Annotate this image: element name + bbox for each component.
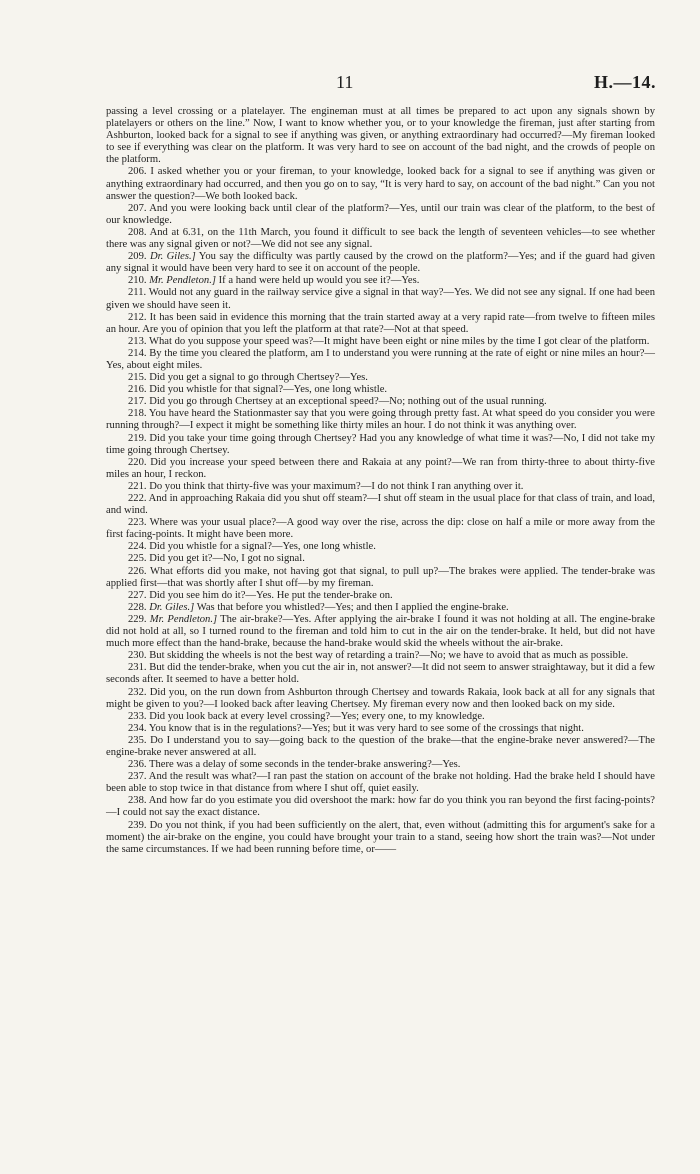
page-number: 11 (336, 72, 354, 92)
question-number: 230. (128, 650, 147, 662)
testimony-paragraph (106, 251, 655, 275)
question-number: 215. (128, 372, 147, 384)
question-number: 210. (128, 275, 147, 287)
question-number: 233. (128, 710, 147, 722)
paragraph-text: Do you not think, if you had been sufficiently on the alert, that, even without (admitting this for argument's sake for a moment) the air-brake on the engine, you could have brought your train to a stand, seeing how short the train was?—Not under the same circumstances. If we had been running before time, or—— (106, 819, 655, 855)
speaker-label: Mr. Pendleton.] (149, 613, 218, 625)
testimony-paragraph (106, 820, 655, 856)
testimony-paragraph (106, 481, 655, 493)
paragraph-text: There was a delay of some seconds in the tender-brake answering?—Yes. (149, 759, 461, 771)
paragraph-text: And in approaching Rakaia did you shut off steam?—I shut off steam in the usual place for that class of train, and load, and wind. (106, 493, 655, 517)
testimony-paragraph (106, 590, 655, 602)
testimony-paragraph (106, 372, 655, 384)
question-number: 207. (128, 202, 147, 214)
paragraph-text: passing a level crossing or a platelayer. The engineman must at all times be prepared to act upon any signals shown by platelayers or others on the line.” Now, I want to know whether you, or to your knowledge the fireman, just after starting from Ashburton, looked back for a signal to see if anything was given, or anything extraordinary had occurred?—My fireman looked to see if everything was clear on the platform. It was very hard to see on account of the bad night, and the crowds of people on the platform. (106, 106, 655, 166)
paragraph-text: Did you look back at every level crossing?—Yes; every one, to my knowledge. (149, 710, 485, 722)
testimony-paragraph (106, 795, 655, 819)
speaker-label: Dr. Giles.] (149, 251, 196, 263)
question-number: 216. (128, 384, 147, 396)
paragraph-text: If a hand were held up would you see it?—Yes. (218, 275, 420, 287)
question-number: 234. (128, 722, 147, 734)
question-number: 227. (128, 589, 147, 601)
paragraph-text: Did you whistle for a signal?—Yes, one long whistle. (149, 541, 376, 553)
paragraph-text: Where was your usual place?—A good way over the rise, across the dip: close on half a mile or more away from the first facing-points. It might have been more. (106, 517, 655, 541)
question-number: 235. (128, 734, 147, 746)
speaker-label: Dr. Giles.] (149, 601, 195, 613)
paragraph-text: The air-brake?—Yes. After applying the air-brake I found it was not holding at all. The engine-brake did not hold at all, so I turned round to the fireman and told him to cut in the air on the tender-brake. It held, but did not have much more effect than the hand-brake, because the hand-brake would skid the wheels without the air-brake. (106, 613, 655, 650)
testimony-paragraph (106, 566, 655, 590)
testimony-paragraph (106, 275, 655, 287)
paragraph-text: And the result was what?—I ran past the station on account of the brake not holding. Had the brake held I should have been able to stop twice in that distance from where I shut off, quiet easily. (106, 771, 655, 795)
testimony-paragraph (106, 662, 655, 686)
testimony-paragraph (106, 517, 655, 541)
testimony-paragraph (106, 553, 655, 565)
testimony-paragraph (106, 336, 655, 348)
paragraph-text: Do you think that thirty-five was your maximum?—I do not think I ran anything over it. (149, 480, 524, 492)
question-number: 213. (128, 335, 147, 347)
question-number: 231. (128, 662, 147, 674)
paragraph-text: Did you, on the run down from Ashburton through Chertsey and towards Rakaia, look back at all for any signals that might be given to you?—I looked back after leaving Chertsey. My fireman every now and then looked back on my side. (106, 686, 655, 710)
question-number: 219. (128, 432, 147, 444)
question-number: 221. (128, 480, 147, 492)
question-number: 224. (128, 541, 147, 553)
testimony-paragraph (106, 433, 655, 457)
question-number: 239. (128, 819, 147, 831)
testimony-paragraph (106, 166, 655, 202)
paragraph-text: Did you increase your speed between there and Rakaia at any point?—We ran from thirty-three to about thirty-five miles an hour, I reckon. (106, 456, 655, 480)
testimony-paragraph (106, 396, 655, 408)
question-number: 228. (128, 601, 147, 613)
testimony-paragraph (106, 759, 655, 771)
testimony-paragraph (106, 711, 655, 723)
testimony-paragraph (106, 614, 655, 650)
testimony-paragraph (106, 723, 655, 735)
paragraph-text: Did you go through Chertsey at an exceptional speed?—No; nothing out of the usual running. (149, 396, 547, 408)
paragraph-text: But did the tender-brake, when you cut the air in, not answer?—It did not seem to answer straightaway, but it did a few seconds after. It seemed to have a better hold. (106, 662, 656, 686)
paragraph-text: Did you see him do it?—Yes. He put the tender-brake on. (149, 589, 393, 601)
question-number: 206. (128, 166, 147, 178)
paragraph-text: But skidding the wheels is not the best way of retarding a train?—No; we have to avoid that as much as possible. (149, 650, 629, 662)
paragraph-text: And you were looking back until clear of the platform?—Yes, until our train was clear of the platform, to the best of our knowledge. (106, 202, 655, 226)
question-number: 211. (128, 287, 147, 299)
testimony-body (106, 106, 655, 856)
question-number: 220. (128, 456, 147, 468)
question-number: 223. (128, 517, 147, 529)
testimony-paragraph (106, 493, 655, 517)
question-number: 229. (128, 613, 147, 625)
testimony-paragraph (106, 650, 655, 662)
question-number: 218. (128, 408, 147, 420)
testimony-paragraph (106, 287, 655, 311)
testimony-paragraph (106, 203, 655, 227)
testimony-paragraph (106, 602, 655, 614)
question-number: 212. (128, 311, 147, 323)
paragraph-text: And how far do you estimate you did overshoot the mark: how far do you think you ran beyond the first facing-points?—I could not say the exact distance. (106, 795, 655, 819)
paragraph-text: What do you suppose your speed was?—It might have been eight or nine miles by the time I got clear of the platform. (149, 335, 650, 347)
testimony-paragraph (106, 541, 655, 553)
testimony-paragraph (106, 457, 655, 481)
question-number: 232. (128, 686, 147, 698)
paragraph-text: Did you get it?—No, I got no signal. (149, 553, 305, 565)
paragraph-text: Was that before you whistled?—Yes; and then I applied the engine-brake. (196, 601, 509, 613)
testimony-paragraph (106, 227, 655, 251)
testimony-paragraph (106, 312, 655, 336)
question-number: 217. (128, 396, 147, 408)
testimony-paragraph (106, 687, 655, 711)
document-reference: H.—14. (593, 72, 656, 92)
paragraph-text: Do I understand you to say—going back to the question of the brake—that the engine-brake never answered?—The engine-brake never answered at all. (106, 734, 655, 758)
paragraph-text: And at 6.31, on the 11th March, you found it difficult to see back the length of seventeen vehicles—to see whether there was any signal given or not?—We did not see any signal. (106, 226, 655, 251)
paragraph-text: You say the difficulty was partly caused by the crowd on the platform?—Yes; and if the guard had given any signal it would have been very hard to see it on account of the people. (106, 251, 656, 275)
testimony-paragraph (106, 106, 655, 166)
paragraph-text: What efforts did you make, not having got that signal, to pull up?—The brakes were applied. The tender-brake was applied first—that was shortly after I shut off—by my fireman. (106, 565, 655, 589)
question-number: 238. (128, 795, 147, 807)
question-number: 214. (128, 347, 147, 359)
paragraph-text: Did you get a signal to go through Chertsey?—Yes. (149, 372, 368, 384)
testimony-paragraph (106, 408, 655, 432)
paragraph-text: Did you take your time going through Chertsey? Had you any knowledge of what time it was?—No, I did not take my time going through Chertsey. (106, 432, 655, 456)
question-number: 222. (128, 493, 147, 504)
testimony-paragraph (106, 384, 655, 396)
testimony-paragraph (106, 771, 655, 795)
paragraph-text: You have heard the Stationmaster say that you were going through pretty fast. At what speed do you consider you were running through?—I expect it might be something like thirty miles an hour. I do not think it was anything over. (106, 408, 655, 432)
question-number: 236. (128, 759, 147, 771)
paragraph-text: I asked whether you or your fireman, to your knowledge, looked back for a signal to see if anything was given or anything extraordinary had occurred, and then you go on to say, “It is very hard to say, on account of the bad night.” Can you not answer the question?—We both looked back. (106, 166, 655, 202)
question-number: 209. (128, 251, 147, 263)
testimony-paragraph (106, 348, 655, 372)
paragraph-text: Did you whistle for that signal?—Yes, one long whistle. (149, 384, 388, 396)
paragraph-text: By the time you cleared the platform, am I to understand you were running at the rate of eight or nine miles an hour?—Yes, about eight miles. (106, 347, 655, 371)
paragraph-text: It has been said in evidence this morning that the train started away at a very rapid rate—from twelve to fifteen miles an hour. Are you of opinion that you left the platform at that rate?—Not at that speed. (106, 311, 655, 335)
question-number: 208. (128, 226, 147, 238)
paragraph-text: Would not any guard in the railway service give a signal in that way?—Yes. We did not see any signal. If one had been given we should have seen it. (106, 287, 655, 311)
paragraph-text: You know that is in the regulations?—Yes; but it was very hard to see some of the crossings that night. (148, 722, 584, 734)
question-number: 237. (128, 771, 147, 783)
speaker-label: Mr. Pendleton.] (149, 275, 216, 287)
question-number: 226. (128, 565, 147, 577)
testimony-paragraph (106, 735, 655, 759)
question-number: 225. (128, 553, 147, 565)
page-header (0, 72, 700, 96)
